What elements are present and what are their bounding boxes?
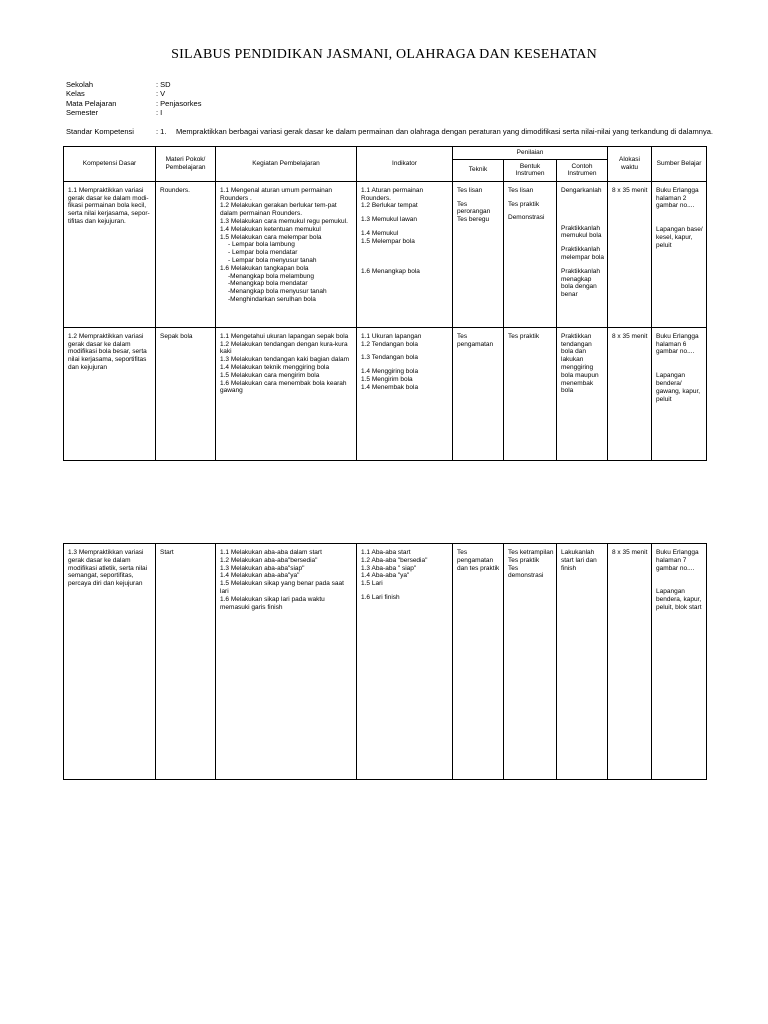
sumber-item: Lapangan base/ kesel, kapur, peluit bbox=[656, 226, 703, 249]
contoh-item: Praktikkanlah memukul bola bbox=[561, 224, 602, 240]
indikator-item: 1.4 Menembak bola bbox=[361, 383, 419, 391]
kegiatan-item: 1.1 Melakukan aba-aba dalam start bbox=[220, 549, 322, 556]
kd-cell: 1.3 Mempraktikkan variasi gerak dasar ke dalam modifikasi atletik, serta nilai semangat, seportifitas, percaya diri dan kejujuran bbox=[64, 544, 156, 780]
indikator-item: 1.2 Aba-aba "bersedia" bbox=[361, 556, 428, 564]
sumber-cell bbox=[652, 544, 707, 780]
indikator-item: 1.5 Melempar bola bbox=[361, 237, 415, 245]
meta-value: : SD bbox=[156, 80, 171, 89]
header-sumber: Sumber Belajar bbox=[652, 147, 707, 182]
bentuk-item: Tes praktik bbox=[508, 200, 540, 208]
indikator-item: 1.3 Memukul lawan bbox=[361, 216, 417, 224]
contoh-item: Dengarkanlah bbox=[561, 186, 602, 194]
bentuk-cell: Tes praktik bbox=[504, 327, 557, 460]
kegiatan-subitem: -Menangkap bola mendatar bbox=[228, 280, 308, 288]
sumber-cell bbox=[652, 327, 707, 460]
sumber-item: Buku Erlangga halaman 6 gambar no.... bbox=[656, 332, 699, 356]
contoh-item: Praktikkanlah melempar bola bbox=[561, 246, 604, 261]
teknik-item: Tes perorangan bbox=[457, 200, 491, 216]
teknik-item: Tes beregu bbox=[457, 216, 490, 224]
bentuk-item: Tes demonstrasi bbox=[508, 564, 544, 580]
kegiatan-item: 1.3 Melakukan tendangan kaki bagian dalam bbox=[220, 356, 350, 364]
kegiatan-item: 1.6 Melakukan cara menembak bola kearah gawang bbox=[220, 379, 347, 395]
indikator-item: 1.5 Lari bbox=[361, 580, 383, 588]
kegiatan-item: 1.5 Melakukan cara melempar bola bbox=[220, 233, 322, 241]
spacer bbox=[656, 356, 704, 372]
kegiatan-item: 1.6 Melakukan sikap lari pada waktu memasuki garis finish bbox=[220, 595, 325, 611]
kegiatan-item: 1.1 Mengenal aturan umum permainan Rounders . bbox=[220, 186, 333, 202]
table-row bbox=[64, 327, 707, 460]
teknik-item: Tes lisan bbox=[457, 186, 483, 194]
indikator-item: 1.2 Berlukar tempat bbox=[361, 202, 418, 210]
meta-key: Kelas bbox=[66, 89, 85, 99]
contoh-cell: Lakukanlah start lari dan finish bbox=[557, 544, 608, 780]
indikator-item: 1.1 Aba-aba start bbox=[361, 549, 411, 556]
standar-text: Mempraktikkan berbagai variasi gerak dasar ke dalam permainan dan olahraga dengan peraturan yang dimodifikasi serta nilai-nilai yang terkandung di dalamnya. bbox=[176, 127, 713, 136]
kegiatan-item: 1.1 Mengetahui ukuran lapangan sepak bola bbox=[220, 332, 349, 340]
teknik-cell: Tes pengamatan dan tes praktik bbox=[453, 544, 504, 780]
indikator-cell bbox=[357, 181, 453, 327]
kegiatan-item: 1.2 Melakukan tendangan dengan kura-kura kaki bbox=[220, 340, 348, 356]
meta-key: Semester bbox=[66, 107, 99, 117]
alokasi-cell: 8 x 35 menit bbox=[608, 544, 652, 780]
contoh-cell bbox=[557, 181, 608, 327]
standar-num: : 1. bbox=[156, 127, 167, 136]
spacer bbox=[361, 246, 450, 268]
indikator-item: 1.4 Aba-aba "ya" bbox=[361, 572, 410, 580]
bentuk-item: Demonstrasi bbox=[508, 214, 545, 222]
sumber-item: Buku Erlangga halaman 2 gambar no.... bbox=[656, 186, 699, 210]
kegiatan-subitem: - Lempar bola menyusur tanah bbox=[228, 256, 317, 264]
alokasi-cell: 8 x 35 menit bbox=[608, 181, 652, 327]
teknik-cell bbox=[453, 181, 504, 327]
header-alokasi: Alokasi waktu bbox=[608, 147, 652, 182]
indikator-item: 1.3 Aba-aba " siap" bbox=[361, 564, 417, 572]
spacer bbox=[561, 195, 605, 225]
kegiatan-item: 1.5 Melakukan cara mengirim bola bbox=[220, 371, 320, 379]
header-penilaian: Penilaian bbox=[453, 147, 608, 160]
standar-kompetensi bbox=[66, 127, 713, 136]
indikator-cell bbox=[357, 327, 453, 460]
meta-value: : V bbox=[156, 89, 166, 99]
page-title: SILABUS PENDIDIKAN JASMANI, OLAHRAGA DAN KESEHATAN bbox=[171, 47, 597, 62]
meta-row bbox=[66, 80, 201, 89]
contoh-item: Praktikkanlah menagkap bola dengan benar bbox=[561, 267, 601, 299]
header-kompetensi-dasar: Kompetensi Dasar bbox=[64, 147, 156, 182]
kegiatan-cell bbox=[216, 327, 357, 460]
meta-row bbox=[66, 99, 201, 108]
indikator-cell bbox=[357, 544, 453, 780]
sumber-item: Buku Erlangga halaman 7 gambar no.... bbox=[656, 549, 699, 572]
indikator-item: 1.2 Tendangan bola bbox=[361, 340, 418, 348]
kegiatan-subitem: - Lempar bola lambung bbox=[228, 241, 295, 249]
kegiatan-item: 1.4 Melakukan aba-aba"ya" bbox=[220, 572, 300, 580]
kegiatan-subitem: -Menghindarkan serulhan bola bbox=[228, 295, 316, 303]
kegiatan-item: 1.2 Melakukan gerakan berlukar tem-pat dalam permainan Rounders. bbox=[220, 202, 337, 218]
meta-value: : Penjasorkes bbox=[156, 98, 202, 108]
bentuk-item: Tes praktik bbox=[508, 556, 540, 564]
spacer bbox=[656, 572, 704, 588]
indikator-item: 1.6 Lari finish bbox=[361, 593, 400, 601]
header-bentuk: Bentuk Instrumen bbox=[504, 159, 557, 181]
sumber-item: Lapangan bendera/ gawang, kapur, peluit bbox=[656, 372, 701, 403]
alokasi-cell: 8 x 35 menit bbox=[608, 327, 652, 460]
meta-key: Mata Pelajaran bbox=[66, 98, 117, 108]
kegiatan-subitem: - Lempar bola mendatar bbox=[228, 249, 298, 257]
syllabus-table-1 bbox=[63, 146, 707, 461]
indikator-item: 1.5 Mengirim bola bbox=[361, 375, 413, 383]
meta-row bbox=[66, 89, 201, 98]
materi-cell: Sepak bola bbox=[156, 327, 216, 460]
table-row bbox=[64, 544, 707, 780]
meta-block bbox=[66, 80, 201, 117]
kegiatan-cell bbox=[216, 181, 357, 327]
materi-cell: Start bbox=[156, 544, 216, 780]
header-kegiatan: Kegiatan Pembelajaran bbox=[216, 147, 357, 182]
kegiatan-subitem: -Menangkap bola melambung bbox=[228, 272, 314, 280]
indikator-item: 1.4 Menggiring bola bbox=[361, 368, 419, 376]
indikator-item: 1.4 Memukul bbox=[361, 229, 399, 237]
indikator-item: 1.1 Ukuran lapangan bbox=[361, 332, 422, 340]
kd-cell: 1.1 Mempraktikkan variasi gerak dasar ke dalam modi-fikasi permainan bola kecil, serta nilai kerjasama, sepor-tifitas dan kejujuran. bbox=[64, 181, 156, 327]
kegiatan-item: 1.3 Melakukan aba-aba"siap" bbox=[220, 564, 305, 572]
header-contoh: Contoh Instrumen bbox=[557, 159, 608, 181]
kegiatan-item: 1.3 Melakukan cara memukul regu pemukul. bbox=[220, 217, 348, 225]
header-indikator: Indikator bbox=[357, 147, 453, 182]
meta-value: : I bbox=[156, 107, 163, 117]
kegiatan-item: 1.2 Melakukan aba-aba"bersedia" bbox=[220, 556, 318, 564]
teknik-cell: Tes pengamatan bbox=[453, 327, 504, 460]
kegiatan-subitem: -Menangkap bola menyusur tanah bbox=[228, 288, 327, 296]
contoh-cell: Praktikkan tendangan bola dan lakukan menggiring bola maupun menembak bola bbox=[557, 327, 608, 460]
kegiatan-item: 1.4 Melakukan teknik menggiring bola bbox=[220, 363, 330, 371]
syllabus-table-2 bbox=[63, 543, 707, 780]
materi-cell: Rounders. bbox=[156, 181, 216, 327]
spacer bbox=[656, 210, 704, 226]
indikator-item: 1.1 Aturan permainan Rounders. bbox=[361, 186, 424, 202]
kegiatan-cell bbox=[216, 544, 357, 780]
meta-key: Sekolah bbox=[66, 80, 94, 89]
kegiatan-item: 1.6 Melakukan tangkapan bola bbox=[220, 264, 309, 272]
bentuk-item: Tes ketrampilan bbox=[508, 549, 554, 556]
sumber-item: Lapangan bendera, kapur, peluit, blok start bbox=[656, 588, 702, 611]
header-teknik: Teknik bbox=[453, 159, 504, 181]
header-materi: Materi Pokok/ Pembelajaran bbox=[156, 147, 216, 182]
table-row bbox=[64, 181, 707, 327]
indikator-item: 1.3 Tendangan bola bbox=[361, 354, 418, 362]
kd-cell: 1.2 Mempraktikkan variasi gerak dasar ke dalam modifikasi bola besar, serta nilai kerjasama, seportifitas dan kejujuran bbox=[64, 327, 156, 460]
bentuk-item: Tes lisan bbox=[508, 186, 534, 194]
bentuk-cell bbox=[504, 544, 557, 780]
kegiatan-item: 1.4 Melakukan ketentuan memukul bbox=[220, 225, 321, 233]
standar-key: Standar Kompetensi bbox=[66, 127, 134, 136]
kegiatan-item: 1.5 Melakukan sikap yang benar pada saat lari bbox=[220, 580, 344, 595]
indikator-item: 1.6 Menangkap bola bbox=[361, 267, 420, 275]
meta-row bbox=[66, 108, 201, 117]
bentuk-cell bbox=[504, 181, 557, 327]
sumber-cell bbox=[652, 181, 707, 327]
